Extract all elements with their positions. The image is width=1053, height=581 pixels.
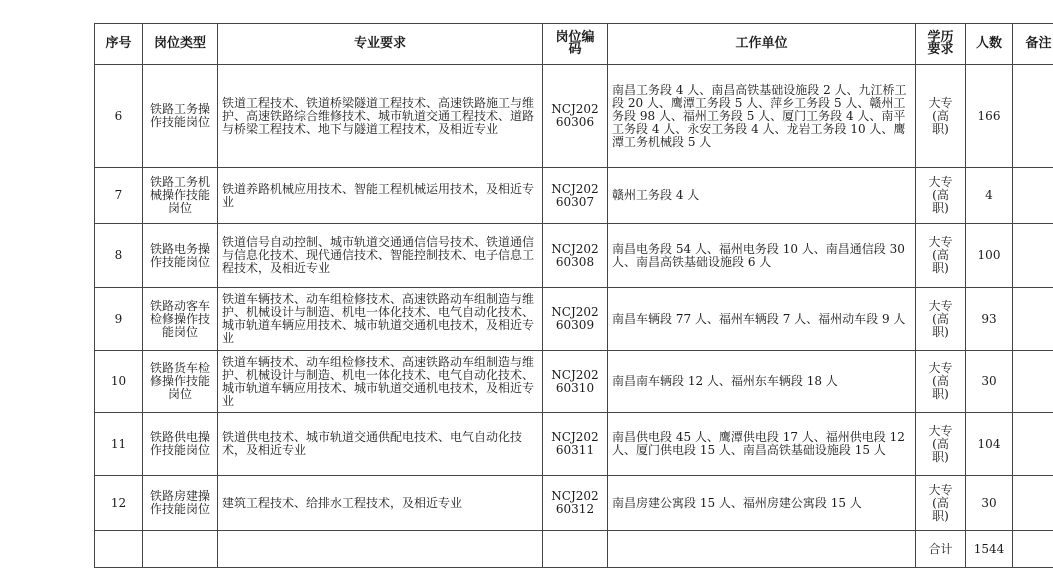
row-edu: 大专(高职) <box>916 224 966 288</box>
row-note <box>1013 288 1053 351</box>
total-empty-cell <box>608 531 916 568</box>
row-major: 铁道养路机械应用技术、智能工程机械运用技术，及相近专业 <box>218 168 543 224</box>
header-count: 人数 <box>966 24 1013 65</box>
row-units: 南昌南车辆段 12 人、福州东车辆段 18 人 <box>608 351 916 413</box>
row-major: 建筑工程技术、给排水工程技术，及相近专业 <box>218 476 543 531</box>
row-count: 104 <box>966 413 1013 476</box>
row-edu: 大专(高职) <box>916 168 966 224</box>
row-major: 铁道信号自动控制、城市轨道交通通信信号技术、铁道通信与信息化技术、现代通信技术、智能控制技术、电子信息工程技术，及相近专业 <box>218 224 543 288</box>
table-row <box>95 168 1053 224</box>
header-edu: 学历要求 <box>916 24 966 65</box>
row-type: 铁路货车检修操作技能岗位 <box>143 351 218 413</box>
row-note <box>1013 476 1053 531</box>
header-note: 备注 <box>1013 24 1053 65</box>
header-major: 专业要求 <box>218 24 543 65</box>
row-code: NCJ20260309 <box>543 288 608 351</box>
row-count: 100 <box>966 224 1013 288</box>
row-units: 南昌车辆段 77 人、福州车辆段 7 人、福州动车段 9 人 <box>608 288 916 351</box>
table-row <box>95 65 1053 168</box>
table-row <box>95 288 1053 351</box>
row-units: 南昌房建公寓段 15 人、福州房建公寓段 15 人 <box>608 476 916 531</box>
total-empty-cell <box>95 531 143 568</box>
row-note <box>1013 168 1053 224</box>
row-no: 10 <box>95 351 143 413</box>
row-code: NCJ20260311 <box>543 413 608 476</box>
row-no: 11 <box>95 413 143 476</box>
header-units: 工作单位 <box>608 24 916 65</box>
row-count: 30 <box>966 351 1013 413</box>
row-major: 铁道工程技术、铁道桥梁隧道工程技术、高速铁路施工与维护、高速铁路综合维修技术、城市轨道交通工程技术、道路与桥梁工程技术、地下与隧道工程技术，及相近专业 <box>218 65 543 168</box>
row-units: 南昌工务段 4 人、南昌高铁基础设施段 2 人、九江桥工段 20 人、鹰潭工务段 5 人、萍乡工务段 5 人、赣州工务段 98 人、福州工务段 5 人、厦门工务段 4 人、南平工务段 4 人、永安工务段 4 人、龙岩工务段 10 人、鹰潭工务机械段 5 人 <box>608 65 916 168</box>
header-code: 岗位编码 <box>543 24 608 65</box>
row-note <box>1013 413 1053 476</box>
row-code: NCJ20260306 <box>543 65 608 168</box>
row-no: 6 <box>95 65 143 168</box>
row-units: 南昌电务段 54 人、福州电务段 10 人、南昌通信段 30 人、南昌高铁基础设施段 6 人 <box>608 224 916 288</box>
total-empty-cell <box>543 531 608 568</box>
header-type: 岗位类型 <box>143 24 218 65</box>
row-count: 4 <box>966 168 1013 224</box>
row-major: 铁道车辆技术、动车组检修技术、高速铁路动车组制造与维护、机械设计与制造、机电一体化技术、电气自动化技术、城市轨道车辆应用技术、城市轨道交通机电技术，及相近专业 <box>218 288 543 351</box>
table-row <box>95 224 1053 288</box>
row-edu: 大专(高职) <box>916 65 966 168</box>
recruitment-table <box>94 23 1053 568</box>
total-label: 合计 <box>916 531 966 568</box>
total-empty-cell <box>143 531 218 568</box>
row-units: 赣州工务段 4 人 <box>608 168 916 224</box>
table-row <box>95 476 1053 531</box>
row-type: 铁路电务操作技能岗位 <box>143 224 218 288</box>
row-note <box>1013 65 1053 168</box>
total-empty-cell <box>218 531 543 568</box>
row-units: 南昌供电段 45 人、鹰潭供电段 17 人、福州供电段 12 人、厦门供电段 15 人、南昌高铁基础设施段 15 人 <box>608 413 916 476</box>
row-note <box>1013 351 1053 413</box>
row-code: NCJ20260310 <box>543 351 608 413</box>
row-count: 93 <box>966 288 1013 351</box>
row-edu: 大专(高职) <box>916 476 966 531</box>
row-code: NCJ20260307 <box>543 168 608 224</box>
row-type: 铁路工务机械操作技能岗位 <box>143 168 218 224</box>
total-note <box>1013 531 1053 568</box>
row-type: 铁路动客车检修操作技能岗位 <box>143 288 218 351</box>
row-type: 铁路供电操作技能岗位 <box>143 413 218 476</box>
table-row <box>95 413 1053 476</box>
row-edu: 大专(高职) <box>916 413 966 476</box>
table-row <box>95 351 1053 413</box>
row-code: NCJ20260312 <box>543 476 608 531</box>
row-note <box>1013 224 1053 288</box>
header-row <box>95 24 1053 65</box>
row-no: 9 <box>95 288 143 351</box>
row-no: 8 <box>95 224 143 288</box>
row-no: 12 <box>95 476 143 531</box>
row-major: 铁道供电技术、城市轨道交通供配电技术、电气自动化技术，及相近专业 <box>218 413 543 476</box>
row-count: 166 <box>966 65 1013 168</box>
row-edu: 大专(高职) <box>916 288 966 351</box>
header-no: 序号 <box>95 24 143 65</box>
row-edu: 大专(高职) <box>916 351 966 413</box>
total-row <box>95 531 1053 568</box>
row-count: 30 <box>966 476 1013 531</box>
total-count: 1544 <box>966 531 1013 568</box>
row-type: 铁路工务操作技能岗位 <box>143 65 218 168</box>
row-major: 铁道车辆技术、动车组检修技术、高速铁路动车组制造与维护、机械设计与制造、机电一体化技术、电气自动化技术、城市轨道车辆应用技术、城市轨道交通机电技术，及相近专业 <box>218 351 543 413</box>
row-no: 7 <box>95 168 143 224</box>
row-type: 铁路房建操作技能岗位 <box>143 476 218 531</box>
row-code: NCJ20260308 <box>543 224 608 288</box>
